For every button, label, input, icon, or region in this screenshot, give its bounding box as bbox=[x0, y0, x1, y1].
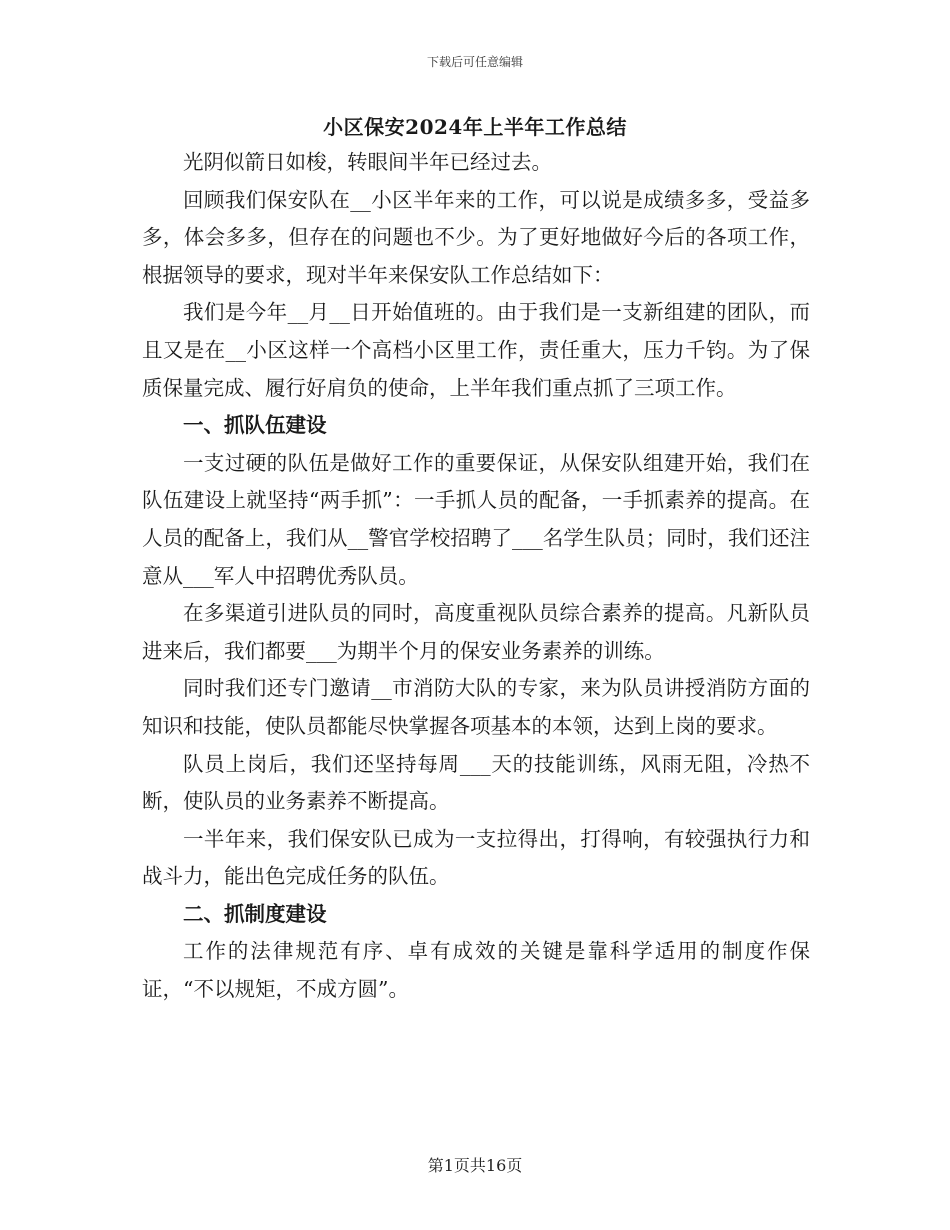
paragraph: 一半年来，我们保安队已成为一支拉得出，打得响，有较强执行力和战斗力，能出色完成任务的队伍。 bbox=[142, 826, 810, 889]
header-note: 下载后可任意编辑 bbox=[426, 55, 523, 69]
section-heading: 二、抓制度建设 bbox=[183, 901, 327, 926]
paragraph: 一支过硬的队伍是做好工作的重要保证，从保安队组建开始，我们在队伍建设上就坚持“两手抓”：一手抓人员的配备，一手抓素养的提高。在人员的配备上，我们从__警官学校招聘了___名学生队员；同时，我们还注意从___军人中招聘优秀队员。 bbox=[142, 450, 810, 588]
paragraph: 回顾我们保安队在__小区半年来的工作，可以说是成绩多多，受益多多，体会多多，但存在的问题也不少。为了更好地做好今后的各项工作，根据领导的要求，现对半年来保安队工作总结如下： bbox=[142, 187, 810, 287]
paragraph: 队员上岗后，我们还坚持每周___天的技能训练，风雨无阻，冷热不断，使队员的业务素养不断提高。 bbox=[142, 751, 810, 814]
section-heading: 一、抓队伍建设 bbox=[183, 413, 327, 438]
paragraph: 在多渠道引进队员的同时，高度重视队员综合素养的提高。凡新队员进来后，我们都要___为期半个月的保安业务素养的训练。 bbox=[142, 601, 810, 663]
paragraph: 工作的法律规范有序、卓有成效的关键是靠科学适用的制度作保证，“不以规矩，不成方圆”。 bbox=[142, 939, 810, 1002]
document-body bbox=[142, 144, 810, 1009]
paragraph: 我们是今年__月__日开始值班的。由于我们是一支新组建的团队，而且又是在__小区这样一个高档小区里工作，责任重大，压力千钧。为了保质保量完成、履行好肩负的使命，上半年我们重点抓了三项工作。 bbox=[142, 300, 810, 400]
paragraph: 同时我们还专门邀请__市消防大队的专家，来为队员讲授消防方面的知识和技能，使队员都能尽快掌握各项基本的本领，达到上岗的要求。 bbox=[142, 676, 810, 738]
paragraph: 光阴似箭日如梭，转眼间半年已经过去。 bbox=[183, 150, 552, 174]
document-title: 小区保安2024年上半年工作总结 bbox=[323, 115, 627, 139]
page-number-footer: 第1页共16页 bbox=[427, 1156, 523, 1175]
